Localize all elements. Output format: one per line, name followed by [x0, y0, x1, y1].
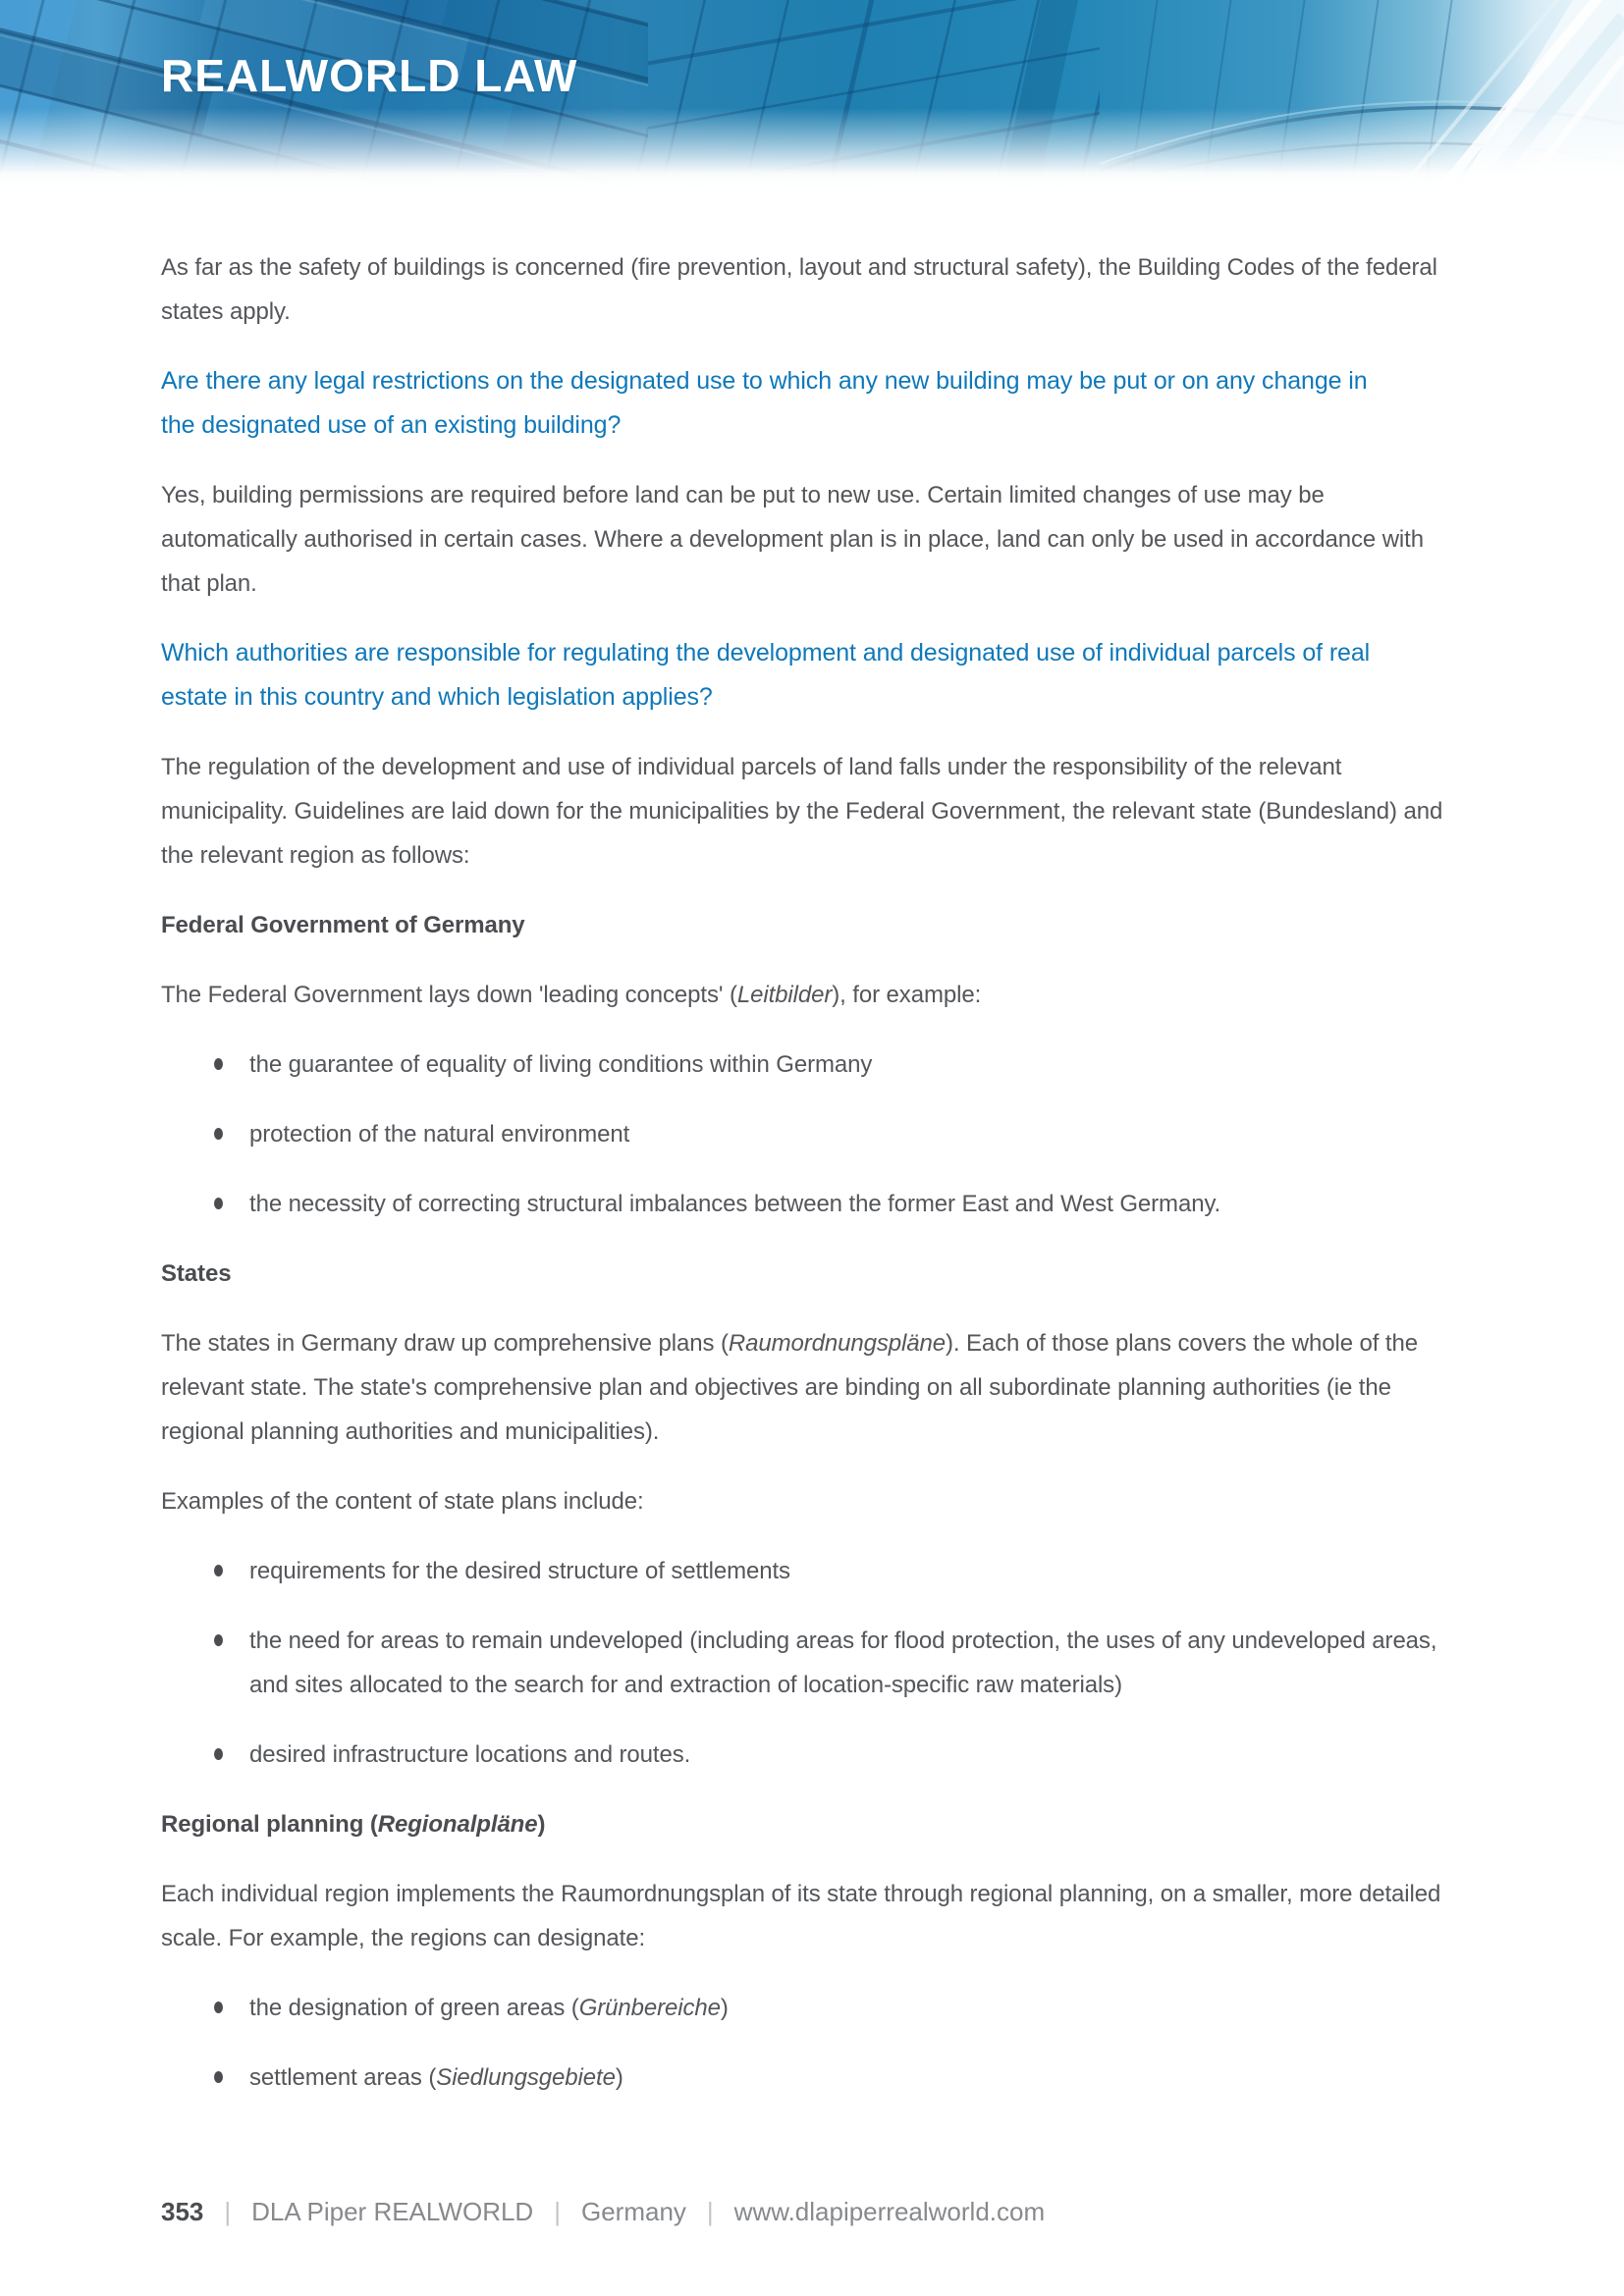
- italic-term: Leitbilder: [736, 982, 833, 1008]
- list-item: the guarantee of equality of living conditions within Germany: [249, 1042, 1463, 1087]
- list-item: the necessity of correcting structural imbalances between the former East and West Germany.: [249, 1182, 1463, 1226]
- list-item: the need for areas to remain undeveloped (including areas for flood protection, the uses of any undeveloped areas, and sites allocated to the search for and extraction of location-specific raw materials): [249, 1619, 1463, 1707]
- text-segment: ): [720, 1995, 729, 2021]
- footer-separator: |: [224, 2197, 232, 2226]
- body-paragraph: Yes, building permissions are required before land can be put to new use. Certain limited changes of use may be automatically authorised in certain cases. Where a development plan is in place, land can only be used in accordance with that plan.: [161, 482, 1424, 597]
- body-paragraph: Examples of the content of state plans include:: [161, 1488, 644, 1515]
- body-paragraph: [161, 973, 1463, 1017]
- list-item: [249, 1986, 1463, 2030]
- document-content: [0, 187, 1624, 2100]
- page-header-banner: [0, 0, 1624, 187]
- text-segment: ). Each of those plans covers the whole of the relevant state. The state's comprehensive plan and objectives are binding on all subordinate planning authorities (ie the regional planning authorities and municipalities).: [161, 1330, 1418, 1445]
- bullet-list-state-plans: [161, 1549, 1463, 1777]
- list-item: requirements for the desired structure of settlements: [249, 1549, 1463, 1593]
- text-segment: ), for example:: [832, 982, 982, 1008]
- text-segment: settlement areas (: [249, 2064, 437, 2091]
- footer-brand: DLA Piper REALWORLD: [251, 2197, 534, 2226]
- question-heading-restrictions: Are there any legal restrictions on the designated use to which any new building may be put or on any change in the designated use of an existing building?: [161, 367, 1368, 439]
- list-item: desired infrastructure locations and routes.: [249, 1733, 1463, 1777]
- subsection-heading-regional-planning: [161, 1802, 1463, 1846]
- subsection-heading-federal-government: Federal Government of Germany: [161, 912, 525, 938]
- body-paragraph: The regulation of the development and use of individual parcels of land falls under the responsibility of the relevant municipality. Guidelines are laid down for the municipalities by the Federal Government, the relevant state (Bundesland) and the relevant region as follows:: [161, 754, 1443, 869]
- question-heading-authorities: Which authorities are responsible for regulating the development and designated use of individual parcels of real estate in this country and which legislation applies?: [161, 639, 1371, 711]
- footer-separator: |: [554, 2197, 561, 2226]
- bullet-list-leading-concepts: [161, 1042, 1463, 1226]
- text-segment: ): [615, 2064, 623, 2091]
- text-segment: The Federal Government lays down 'leading concepts' (: [161, 982, 737, 1008]
- italic-term: Siedlungsgebiete: [436, 2064, 616, 2091]
- italic-term: Grünbereiche: [578, 1995, 721, 2021]
- intro-paragraph: As far as the safety of buildings is concerned (fire prevention, layout and structural safety), the Building Codes of the federal states apply.: [161, 254, 1437, 325]
- bullet-list-regional-designations: [161, 1986, 1463, 2100]
- text-segment: the designation of green areas (: [249, 1995, 579, 2021]
- text-segment: ): [537, 1811, 546, 1838]
- footer-website-link[interactable]: www.dlapiperrealworld.com: [733, 2197, 1046, 2226]
- text-segment: Regional planning (: [161, 1811, 378, 1838]
- text-segment: The states in Germany draw up comprehensive plans (: [161, 1330, 729, 1357]
- bold-italic-term: Regionalpläne: [377, 1811, 538, 1838]
- subsection-heading-states: States: [161, 1260, 232, 1287]
- list-item: protection of the natural environment: [249, 1112, 1463, 1156]
- page-footer: [161, 2197, 1045, 2227]
- italic-term: Raumordnungspläne: [728, 1330, 946, 1357]
- page-number: 353: [161, 2197, 204, 2226]
- footer-separator: |: [706, 2197, 714, 2226]
- list-item: [249, 2056, 1463, 2100]
- body-paragraph: Each individual region implements the Raumordnungsplan of its state through regional planning, on a smaller, more detailed scale. For example, the regions can designate:: [161, 1881, 1441, 1951]
- brand-title: REALWORLD LAW: [161, 50, 578, 101]
- body-paragraph: [161, 1321, 1463, 1454]
- footer-country: Germany: [580, 2197, 686, 2226]
